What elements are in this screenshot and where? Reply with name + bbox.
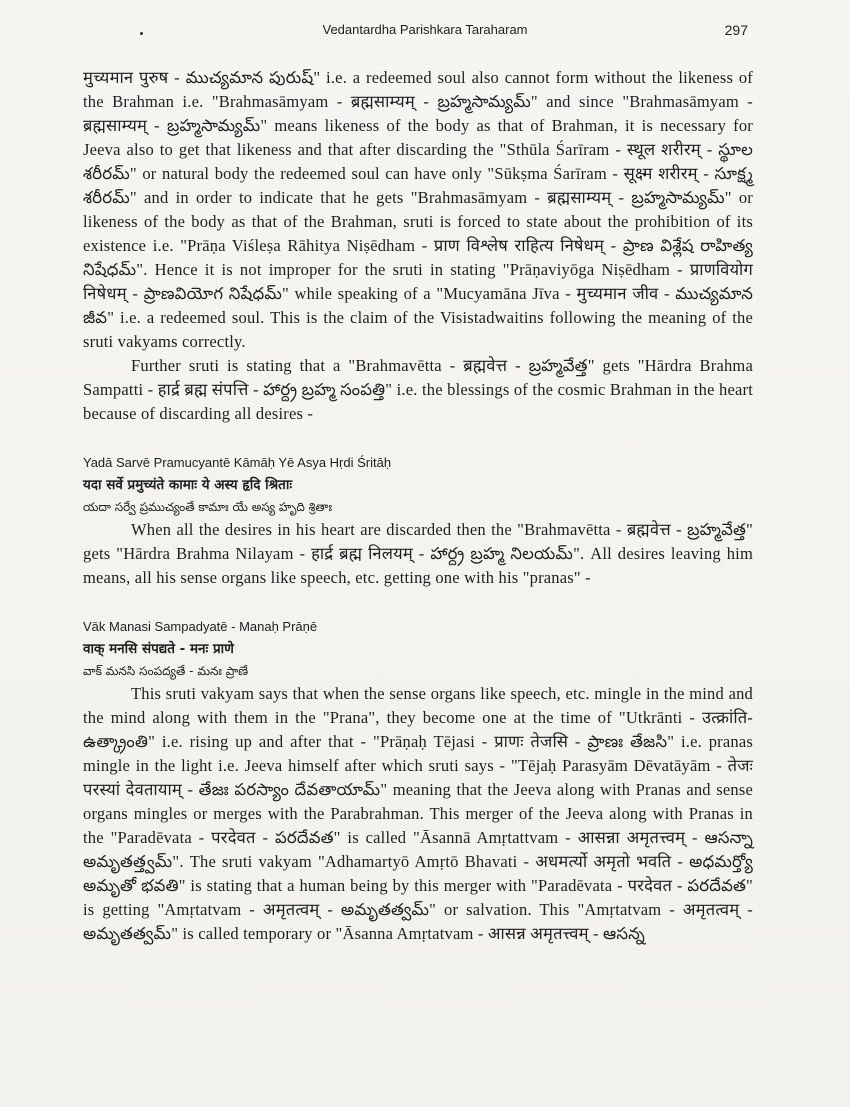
page-header xyxy=(0,20,850,40)
paragraph-1: मुच्यमान पुरुष - ముచ్యమాన పురుష్" i.e. a redeemed soul also cannot form without the likeness of the Brahman i.e. "Brahmasāmyam - ब्रह्मसाम्यम् - బ్రహ్మసామ్యమ్" and since "Brahmasāmyam - ब्रह्मसाम्यम् - బ్రహ్మసామ్యమ్" means likeness of the body as that of Brahman, it is necessary for Jeeva also to get that likeness and that after discarding the "Sthūla Śarīram - स्थूल शरीरम् - స్థూల శరీరమ్" or natural body the redeemed soul can have only "Sūkṣma Śarīram - सूक्ष्म शरीरम् - సూక్ష్మ శరీరమ్" and in order to indicate that he gets "Brahmasāmyam - ब्रह्मसाम्यम् - బ్రహ్మసామ్యమ్" or likeness of the body as that of the Brahman, sruti is forced to state about the prohibition of its existence i.e. "Prāṇa Viśleṣa Rāhitya Niṣēdham - प्राण विश्लेष राहित्य निषेधम् - ప్రాణ విశ్లేష రాహిత్య నిషేధమ్". Hence it is not improper for the sruti in stating "Prāṇaviyōga Niṣēdham - प्राणवियोग निषेधम् - ప్రాణవియోగ నిషేధమ్" while speaking of a "Mucyamāna Jīva - मुच्यमान जीव - ముచ్యమాన జీవ" i.e. a redeemed soul. This is the claim of the Visistadwaitins following the meaning of the sruti vakyams correctly. xyxy=(83,68,753,351)
verse-2-roman: Vāk Manasi Sampadyatē - Manaḥ Prāṇē xyxy=(83,619,318,634)
verse-1-telugu: యదా సర్వే ప్రముచ్యంతే కామాః యే అస్య హృది శ్రితాః xyxy=(83,500,333,514)
verse-2 xyxy=(83,616,753,682)
page-number: 297 xyxy=(724,22,748,38)
verse-1 xyxy=(83,452,753,518)
paragraph-4: This sruti vakyam says that when the sense organs like speech, etc. mingle in the mind and the mind along with them in the "Prana", they become one at the time of "Utkrānti - उत्क्रांति- ఉత్క్రాంతి" i.e. rising up and after that - "Prāṇaḥ Tējasi - प्राणः तेजसि - ప్రాణః తేజసి" i.e. pranas mingle in the light i.e. Jeeva himself after which sruti says - "Tējaḥ Parasyām Dēvatāyām - तेजः परस्यां देवतायाम् - తేజః పరస్యాం దేవతాయామ్" meaning that the Jeeva along with Pranas and sense organs mingles or merges with the Parabrahman. This merger of the Jeeva along with Pranas in the "Paradēvata - परदेवत - పరదేవత" is called "Āsannā Amṛtattvam - आसन्ना अमृतत्त्वम् - ఆసన్నా అమృతత్త్వమ్". The sruti vakyam "Adhamartyō Amṛtō Bhavati - अधमर्त्यो अमृतो भवति - అధమర్త్యో అమృతో భవతి" is stating that a human being by this merger with "Paradēvata - परदेवत - పరదేవత" is getting "Amṛtatvam - अमृतत्वम् - అమృతత్వమ్" or salvation. This "Amṛtatvam - अमृतत्वम् - అమృతత్వమ్" is called temporary or "Āsanna Amṛtatvam - आसन्न अमृतत्त्वम् - ఆసన్న xyxy=(83,684,753,943)
page-body xyxy=(83,66,753,946)
running-title: Vedantardha Parishkara Taraharam xyxy=(322,22,528,37)
verse-1-roman: Yadā Sarvē Pramucyantē Kāmāḥ Yē Asya Hṛdi Śritāḥ xyxy=(83,455,392,470)
verse-1-devanagari: यदा सर्वे प्रमुच्यंते कामाः ये अस्य हृदि श्रिताः xyxy=(83,477,293,493)
verse-2-telugu: వాక్ మనసి సంపద్యతే - మనః ప్రాణే xyxy=(83,664,249,678)
paragraph-2: Further sruti is stating that a "Brahmavētta - ब्रह्मवेत्त - బ్రహ్మవేత్త" gets "Hārdra Brahma Sampatti - हार्द्र ब्रह्म संपत्ति - హార్ద్ర బ్రహ్మ సంపత్తి" i.e. the blessings of the cosmic Brahman in the heart because of discarding all desires - xyxy=(83,356,753,423)
paragraph-3: When all the desires in his heart are discarded then the "Brahmavētta - ब्रह्मवेत्त - బ్రహ్మవేత్త" gets "Hārdra Brahma Nilayam - हार्द्र ब्रह्म निलयम् - హార్ద్ర బ్రహ్మ నిలయమ్". All desires leaving him means, all his sense organs like speech, etc. getting one with his "pranas" - xyxy=(83,520,753,587)
verse-2-devanagari: वाक् मनसि संपद्यते - मनः प्राणे xyxy=(83,641,234,657)
